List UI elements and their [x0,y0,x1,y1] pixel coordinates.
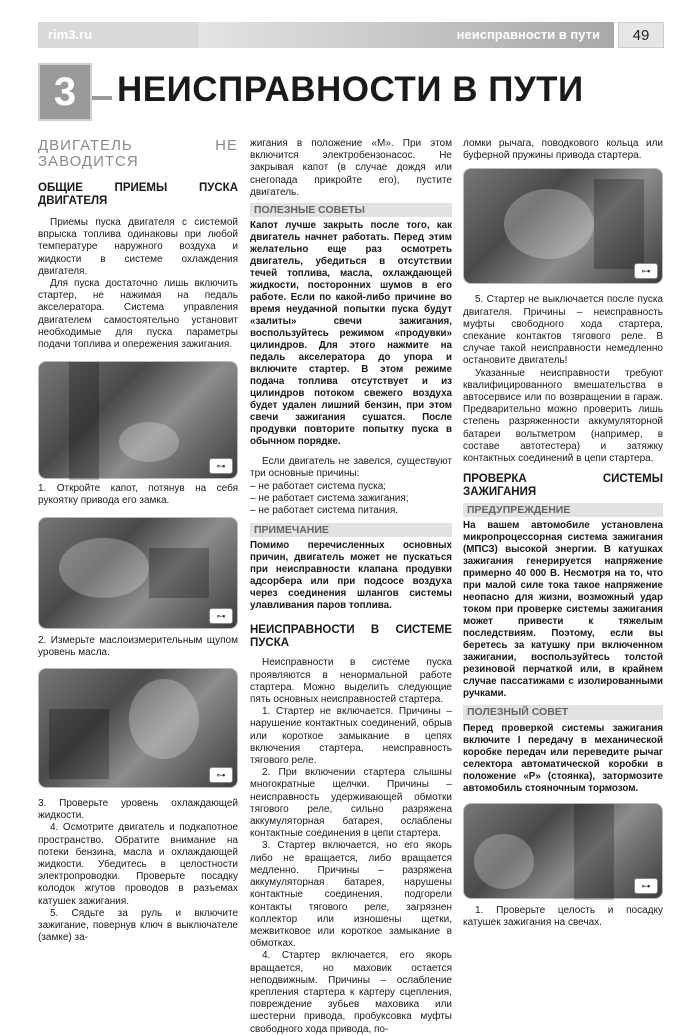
photo-badge: ⊶ [634,263,658,279]
photo-badge: ⊶ [634,878,658,894]
paragraph: Для пуска достаточно лишь включить стартер, не нажимая на педаль акселератора. Система управления двигателем самостоятельно установит необходимые для пуска параметры подачи топлива и опережения зажигания. [38,278,238,351]
photo-badge: ⊶ [209,458,233,474]
column-2 [250,138,452,1036]
photo-hood-release [38,361,238,479]
paragraph: жигания в положение «M». При этом включится электробензонасос. Не закрывая капот (в случае дождя или снегопада прикройте его), пустите двигатель. [250,138,452,198]
section-title: неисправности в пути [198,22,614,48]
photo-caption: 2. Измерьте маслоизмерительным щупом уровень масла. [38,634,238,658]
section-heading: ДВИГАТЕЛЬ НЕ ЗАВОДИТСЯ [38,137,238,170]
title-rule [92,96,112,100]
note-text: Помимо перечисленных основных причин, двигатель может не пускаться при неисправности клапана продувки адсорбера или при подсосе воздуха через соединения шлангов системы улавливания паров топлива. [250,540,452,612]
photo-badge: ⊶ [209,767,233,783]
paragraph: ломки рычага, поводкового кольца или буферной пружины привода стартера. [463,138,663,162]
paragraph: Неисправности в системе пуска проявляются в ненормальной работе стартера. Можно выделить следующие пять основных неисправностей стартера. [250,657,452,706]
page-number: 49 [618,22,664,48]
paragraph: Указанные неисправности требуют квалифицированного вмешательства в автосервисе или по возвращении в гараж. Предварительно можно проверить лишь степень разряженности аккумуляторной батареи вольтметром (например, в составе автотестера) и затяжку контактных соединений в цепи стартера. [463,367,663,465]
paragraph: 3. Стартер включается, но его якорь либо не вращается, либо вращается медленно. Причины – разряжена аккумуляторная батарея, нарушены контактные соединения, подгорели контакты тягового реле, загрязнен коллектор или изношены щетки, межвитковое или короткое замыкание в обмотках. [250,840,452,950]
reason-item: – не работает система зажигания; [250,492,409,504]
photo-badge: ⊶ [209,608,233,624]
tips-label: ПОЛЕЗНЫЕ СОВЕТЫ [250,203,452,217]
subsection-heading: ПРОВЕРКА СИСТЕМЫ ЗАЖИГАНИЯ [463,473,663,498]
subsection-heading: ОБЩИЕ ПРИЕМЫ ПУСКА ДВИГАТЕЛЯ [38,182,238,207]
subsection-heading: НЕИСПРАВНОСТИ В СИСТЕМЕ ПУСКА [250,624,452,649]
paragraph: 4. Стартер включается, его якорь вращается, но маховик остается неподвижным. Причины – ослабление крепления стартера к картеру сцепления, повреждение зубьев маховика или шестерни привода, пробуксовка муфты свободного хода привода, по- [250,950,452,1035]
reason-item: – не работает система питания. [250,505,399,517]
chapter-number: 3 [38,63,92,121]
paragraph: 2. При включении стартера слышны многократные щелчки. Причины – неисправность удерживающей обмотки тягового реле, сильно разряжена аккумуляторная батарея, ослаблены контактные соединения в цепи стартера. [250,767,452,840]
photo-caption: 1. Проверьте целость и посадку катушек зажигания на свечах. [463,904,663,928]
paragraph: Если двигатель не завелся, существуют три основные причины: [250,456,452,480]
column-3 [463,138,663,929]
site-name: rim3.ru [38,22,198,48]
tip-label: ПОЛЕЗНЫЙ СОВЕТ [463,705,663,719]
photo-caption: 3. Проверьте уровень охлаждающей жидкости. [38,798,238,822]
warning-text: На вашем автомобиле установлена микропроцессорная система зажигания (МПСЗ) высокой энергии. В катушках зажигания генерируется напряжение примерно 40 000 В. Несмотря на то, что при малой силе тока такое напряжение неопасно для жизни, возможный удар током при проверке системы зажигания может привести к тяжелым последствиям. Поэтому, если вы беретесь за катушку при включенном зажигании, воспользуйтесь толстой резиновой перчаткой или, в крайнем случае пассатижами с изолированными ручками. [463,520,663,700]
paragraph: 5. Сядьте за руль и включите зажигание, повернув ключ в выключателе (замке) за- [38,907,238,944]
tip-text: Перед проверкой системы зажигания включите I передачу в механической коробке передач или переведите рычаг селектора автоматической коробки в положение «Р» (стоянка), затормозите автомобиль стояночным тормозом. [463,722,663,794]
paragraph: 5. Стартер не выключается после пуска двигателя. Причины – неисправность муфты свободного хода стартера, спекание контактов тягового реле. В случае такой неисправности немедленно остановите двигатель! [463,294,663,367]
column-1 [38,138,238,944]
chapter-title: НЕИСПРАВНОСТИ В ПУТИ [117,70,584,109]
paragraph: 4. Осмотрите двигатель и подкапотное пространство. Обратите внимание на потеки бензина, масла и охлаждающей жидкости. Убедитесь в целостности электропроводки. Проверьте посадку колодок жгутов проводов в разъемах катушек зажигания. [38,822,238,907]
warning-label: ПРЕДУПРЕЖДЕНИЕ [463,503,663,517]
paragraph: Приемы пуска двигателя с системой впрыска топлива одинаковы при любой температуре наружного воздуха и жидкости в системе охлаждения двигателя. [38,217,238,277]
tips-text: Капот лучше закрыть после того, как двигатель начнет работать. Перед этим желательно еще раз осмотреть двигатель, убедиться в отсутствии течей топлива, масла, охлаждающей жидкости, посторонних шумов в его работе. Если по какой-либо причине во время неудачной попытки пуска будут «залиты» свечи зажигания, воспользуйтесь режимом «продувки» цилиндров. Для этого нажмите на педаль акселератора до упора и включите стартер. В этом режиме подача топлива отсутствует и из цилиндров потоком свежего воздуха будет удален лишний бензин, при этом свечи зажигания сушатся. После продувки повторите попытку пуска в обычном порядке. [250,220,452,448]
photo-coolant-tank [38,668,238,788]
photo-caption: 1. Откройте капот, потянув на себя рукоятку привода его замка. [38,483,238,507]
photo-ignition-coils [463,803,663,899]
note-label: ПРИМЕЧАНИЕ [250,523,452,537]
page-header [38,22,664,48]
photo-starter [463,168,663,284]
paragraph: 1. Стартер не включается. Причины – нарушение контактных соединений, обрыв или короткое замыкание в цепях включения стартера, неисправность тягового реле. [250,706,452,767]
photo-engine-dipstick [38,517,238,629]
reason-item: – не работает система пуска; [250,480,387,492]
